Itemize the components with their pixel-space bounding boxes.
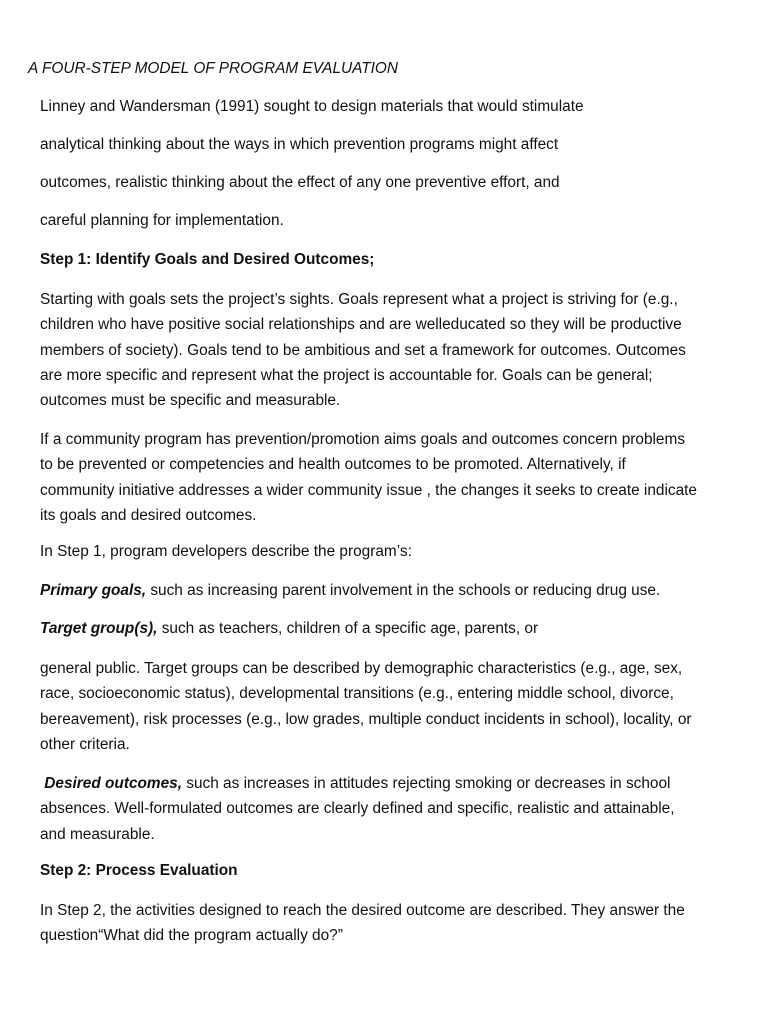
intro-line-2: analytical thinking about the ways in which prevention programs might affect bbox=[40, 136, 559, 153]
step2-heading: Step 2: Process Evaluation bbox=[40, 862, 238, 879]
intro-line-4: careful planning for implementation. bbox=[40, 212, 284, 229]
paragraph-line: are more specific and represent what the project is accountable for. Goals can be general; bbox=[40, 366, 653, 384]
paragraph-line: bereavement), risk processes (e.g., low grades, multiple conduct incidents in school), locality, or bbox=[40, 710, 692, 728]
paragraph-line: community initiative addresses a wider community issue , the changes it seeks to create indicate bbox=[40, 481, 697, 499]
intro-line-3: outcomes, realistic thinking about the effect of any one preventive effort, and bbox=[40, 174, 560, 191]
desired-outcomes-text: such as increases in attitudes rejecting smoking or decreases in school bbox=[182, 775, 671, 792]
desired-outcomes-label: Desired outcomes, bbox=[44, 775, 182, 792]
community-paragraph bbox=[40, 427, 732, 528]
paragraph-line: absences. Well-formulated outcomes are clearly defined and specific, realistic and attainable, bbox=[40, 800, 675, 818]
goals-paragraph bbox=[40, 287, 732, 413]
paragraph-line: and measurable. bbox=[40, 825, 155, 843]
desired-outcomes-first-line bbox=[40, 771, 732, 796]
paragraph-line: children who have positive social relationships and are welleducated so they will be productive bbox=[40, 316, 682, 334]
paragraph-line: to be prevented or competencies and health outcomes to be promoted. Alternatively, if bbox=[40, 456, 626, 474]
paragraph-line: its goals and desired outcomes. bbox=[40, 506, 257, 524]
paragraph-line: In Step 2, the activities designed to reach the desired outcome are described. They answer the bbox=[40, 902, 685, 919]
document-title: A FOUR-STEP MODEL OF PROGRAM EVALUATION bbox=[28, 60, 399, 77]
paragraph-line: question“What did the program actually do?” bbox=[40, 927, 343, 945]
step2-paragraph bbox=[40, 898, 732, 949]
primary-goals-item bbox=[40, 582, 660, 600]
primary-goals-text: such as increasing parent involvement in the schools or reducing drug use. bbox=[146, 582, 661, 599]
paragraph-line: Starting with goals sets the project’s sights. Goals represent what a project is striving for (e.g., bbox=[40, 291, 678, 308]
paragraph-line: members of society). Goals tend to be ambitious and set a framework for outcomes. Outcomes bbox=[40, 341, 686, 359]
target-paragraph bbox=[40, 656, 732, 757]
step1-describe: In Step 1, program developers describe the program’s: bbox=[40, 543, 412, 560]
target-group-text: such as teachers, children of a specific age, parents, or bbox=[157, 620, 539, 637]
desired-outcomes-paragraph bbox=[40, 771, 732, 847]
target-group-label: Target group(s), bbox=[40, 620, 158, 637]
paragraph-line: other criteria. bbox=[40, 735, 130, 753]
paragraph-line: If a community program has prevention/promotion aims goals and outcomes concern problems bbox=[40, 431, 686, 448]
paragraph-line: outcomes must be specific and measurable. bbox=[40, 392, 341, 410]
primary-goals-label: Primary goals, bbox=[40, 582, 147, 599]
paragraph-line: race, socioeconomic status), developmental transitions (e.g., entering middle school, divorce, bbox=[40, 685, 674, 703]
intro-line-1: Linney and Wandersman (1991) sought to design materials that would stimulate bbox=[40, 98, 584, 115]
target-group-item bbox=[40, 620, 538, 638]
step1-heading: Step 1: Identify Goals and Desired Outcomes; bbox=[40, 251, 375, 268]
paragraph-line: general public. Target groups can be described by demographic characteristics (e.g., age, sex, bbox=[40, 660, 683, 677]
